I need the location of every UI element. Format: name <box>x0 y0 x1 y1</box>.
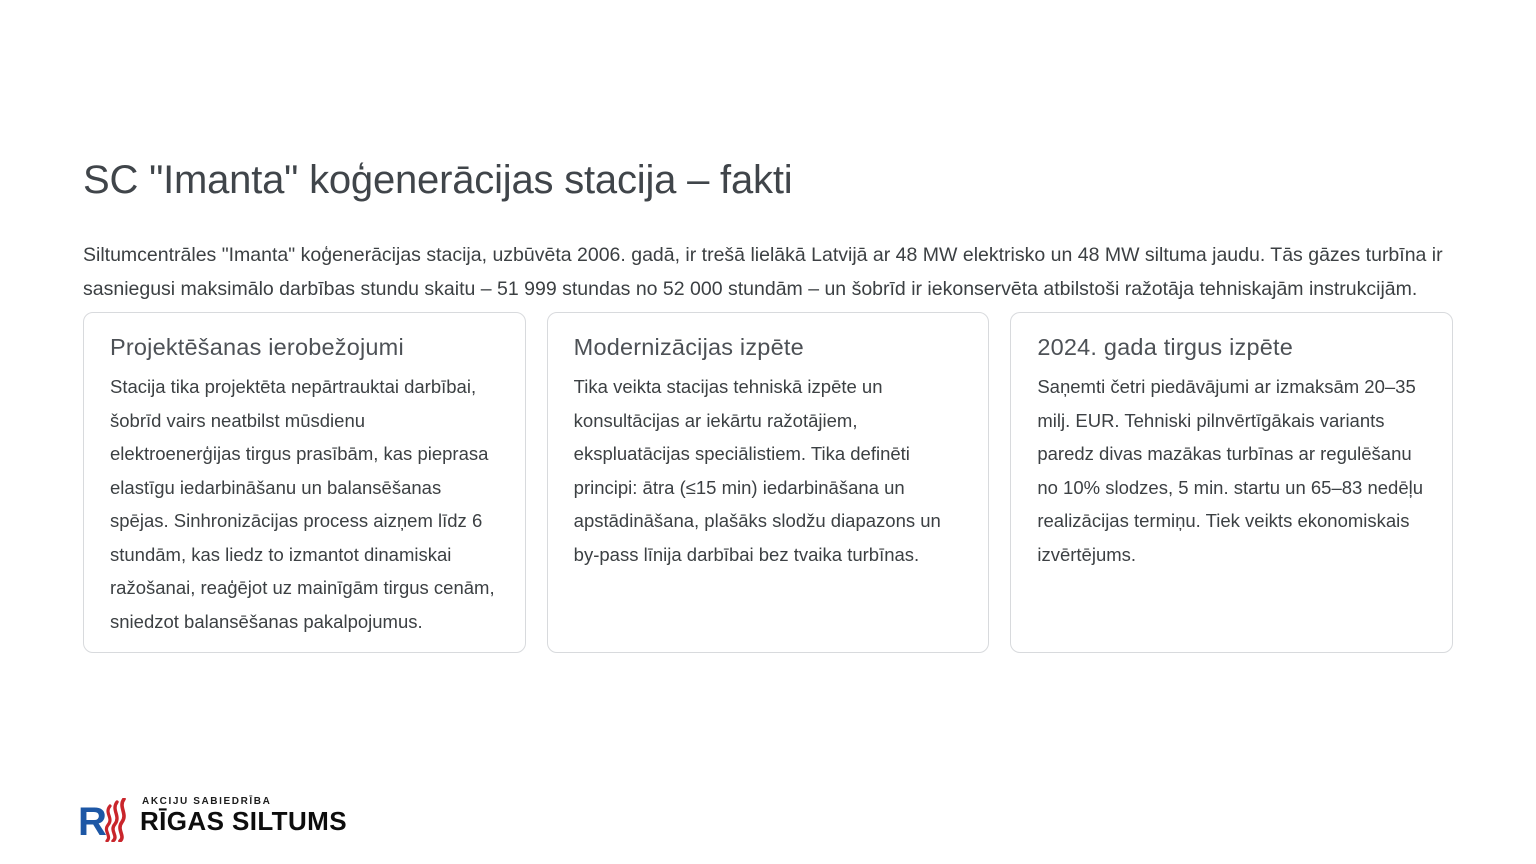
intro-paragraph: Siltumcentrāles "Imanta" koģenerācijas stacija, uzbūvēta 2006. gadā, ir trešā lielākā Latvijā ar 48 MW elektrisko un 48 MW siltuma jaudu. Tās gāzes turbīna ir sasniegusi maksimālo darbības stundu skaitu – 51 999 stundas no 52 000 stundām – un šobrīd ir iekonservēta atbilstoši ražotāja tehniskajām instrukcijām. <box>83 244 1443 300</box>
svg-text:R: R <box>78 800 107 842</box>
card-body: Stacija tika projektēta nepārtrauktai darbībai, šobrīd vairs neatbilst mūsdienu elektroenerģijas tirgus prasībām, kas pieprasa elastīgu iedarbināšanu un balansēšanas spējas. Sinhronizācijas process aizņem līdz 6 stundām, kas liedz to izmantot dinamiskai ražošanai, reaģējot uz mainīgām tirgus cenām, sniedzot balansēšanas pakalpojumus. <box>110 376 495 632</box>
logo-company-name: RĪGAS SILTUMS <box>140 806 347 836</box>
card-modernization-study <box>547 312 990 653</box>
footer <box>78 796 347 842</box>
card-body: Tika veikta stacijas tehniskā izpēte un konsultācijas ar iekārtu ražotājiem, ekspluatācijas speciālistiem. Tika definēti principi: ātra (≤15 min) iedarbināšana un apstādināšana, plašāks slodžu diapazons un by-pass līnija darbībai bez tvaika turbīnas. <box>573 376 941 565</box>
rigas-siltums-logo-icon <box>78 798 134 842</box>
logo-text <box>140 796 347 834</box>
card-body: Saņemti četri piedāvājumi ar izmaksām 20–35 milj. EUR. Tehniski pilnvērtīgākais variants paredz divas mazākas turbīnas ar regulēšanu no 10% slodzes, 5 min. startu un 65–83 nedēļu realizācijas termiņu. Tiek veikts ekonomiskais izvērtējums. <box>1037 376 1424 565</box>
company-logo <box>78 796 347 842</box>
card-heading: Projektēšanas ierobežojumi <box>110 334 404 360</box>
card-design-constraints <box>83 312 526 653</box>
card-heading: 2024. gada tirgus izpēte <box>1037 334 1293 360</box>
cards-row <box>83 312 1453 653</box>
card-heading: Modernizācijas izpēte <box>573 334 804 360</box>
card-2024-market-study <box>1010 312 1453 653</box>
page-title: SC "Imanta" koģenerācijas stacija – fakti <box>83 158 793 202</box>
logo-company-type: AKCIJU SABIEDRĪBA <box>142 796 272 807</box>
